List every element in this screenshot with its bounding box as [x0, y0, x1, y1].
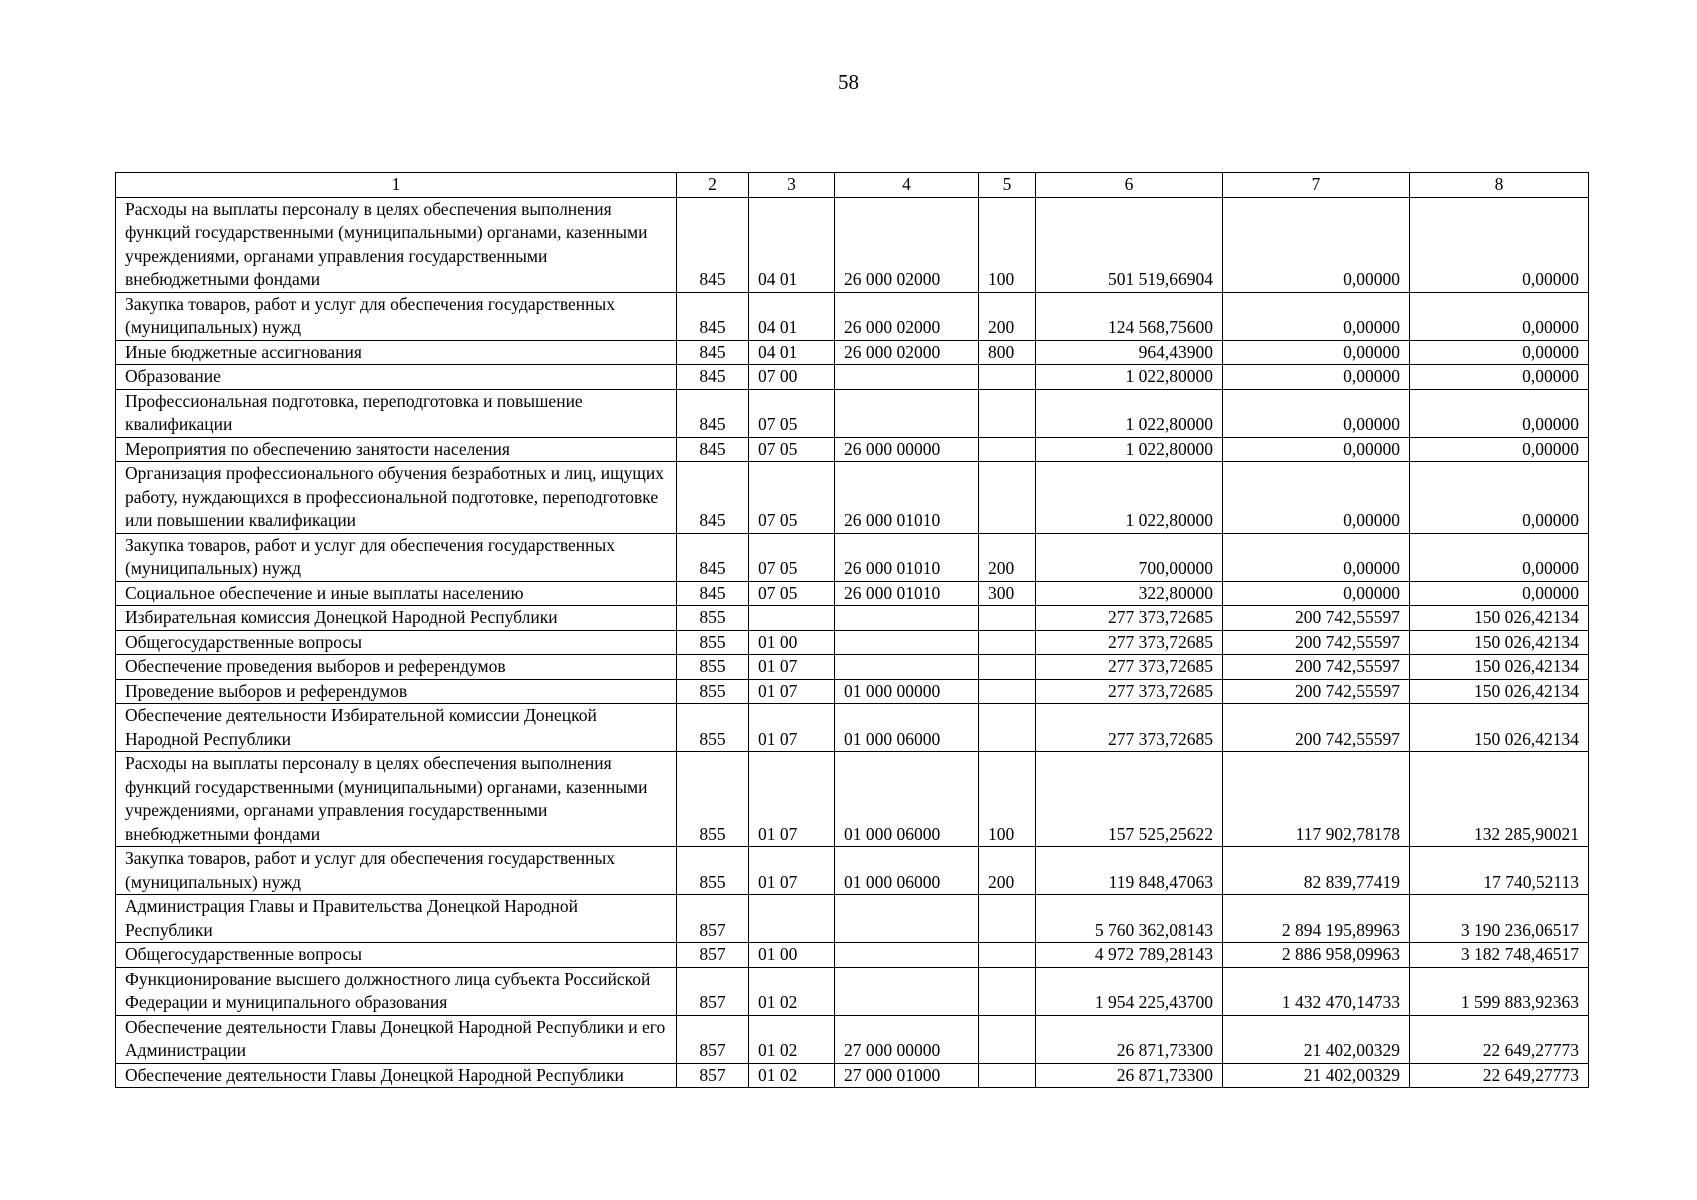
row-amount-8: 150 026,42134: [1410, 704, 1589, 752]
row-amount-6: 124 568,75600: [1036, 292, 1223, 340]
row-type: 800: [979, 340, 1036, 365]
row-section: 01 00: [749, 630, 835, 655]
row-amount-7: 0,00000: [1223, 389, 1410, 437]
row-target: [835, 630, 979, 655]
row-type: [979, 967, 1036, 1015]
row-code: 845: [677, 197, 749, 292]
row-amount-8: 1 599 883,92363: [1410, 967, 1589, 1015]
row-section: 07 00: [749, 365, 835, 390]
table-row: [116, 292, 1589, 340]
row-type: [979, 606, 1036, 631]
table-row: [116, 655, 1589, 680]
table-body: [116, 197, 1589, 1088]
row-name: Обеспечение деятельности Главы Донецкой Народной Республики и его Администрации: [116, 1015, 677, 1063]
table-row: [116, 462, 1589, 534]
row-section: 07 05: [749, 533, 835, 581]
row-name: Образование: [116, 365, 677, 390]
table-row: [116, 533, 1589, 581]
row-target: 26 000 01010: [835, 581, 979, 606]
row-amount-8: 0,00000: [1410, 197, 1589, 292]
row-type: 300: [979, 581, 1036, 606]
table-row: [116, 197, 1589, 292]
row-amount-8: 17 740,52113: [1410, 847, 1589, 895]
row-amount-6: 1 022,80000: [1036, 389, 1223, 437]
row-amount-6: 277 373,72685: [1036, 679, 1223, 704]
table-header: [116, 173, 1589, 198]
row-amount-6: 700,00000: [1036, 533, 1223, 581]
header-cell-3: 3: [749, 173, 835, 198]
row-section: 07 05: [749, 389, 835, 437]
row-target: 26 000 00000: [835, 437, 979, 462]
table-row: [116, 895, 1589, 943]
row-amount-8: 0,00000: [1410, 581, 1589, 606]
row-section: 01 07: [749, 847, 835, 895]
row-amount-6: 277 373,72685: [1036, 630, 1223, 655]
table-row: [116, 1063, 1589, 1088]
header-row: [116, 173, 1589, 198]
row-target: 26 000 02000: [835, 340, 979, 365]
table-row: [116, 340, 1589, 365]
row-amount-7: 200 742,55597: [1223, 630, 1410, 655]
row-amount-7: 82 839,77419: [1223, 847, 1410, 895]
row-target: 26 000 01010: [835, 462, 979, 534]
row-amount-8: 0,00000: [1410, 365, 1589, 390]
table-row: [116, 943, 1589, 968]
row-code: 845: [677, 462, 749, 534]
row-amount-7: 200 742,55597: [1223, 679, 1410, 704]
row-amount-7: 0,00000: [1223, 292, 1410, 340]
row-section: 01 02: [749, 967, 835, 1015]
row-name: Функционирование высшего должностного лица субъекта Российской Федерации и муниципального образования: [116, 967, 677, 1015]
row-amount-8: 0,00000: [1410, 340, 1589, 365]
row-code: 857: [677, 895, 749, 943]
row-name: Профессиональная подготовка, переподготовка и повышение квалификации: [116, 389, 677, 437]
row-type: [979, 679, 1036, 704]
row-target: 26 000 02000: [835, 197, 979, 292]
row-amount-6: 277 373,72685: [1036, 655, 1223, 680]
row-amount-8: 0,00000: [1410, 462, 1589, 534]
row-name: Обеспечение проведения выборов и референдумов: [116, 655, 677, 680]
row-section: 01 07: [749, 704, 835, 752]
row-type: [979, 462, 1036, 534]
row-name: Избирательная комиссия Донецкой Народной Республики: [116, 606, 677, 631]
row-target: [835, 895, 979, 943]
row-code: 857: [677, 1015, 749, 1063]
row-type: 100: [979, 752, 1036, 847]
row-target: [835, 389, 979, 437]
row-amount-8: 0,00000: [1410, 437, 1589, 462]
row-name: Расходы на выплаты персоналу в целях обеспечения выполнения функций государственными (муниципальными) органами, казенными учреждениями, органами управления государственными внебюджетными фондами: [116, 197, 677, 292]
header-cell-7: 7: [1223, 173, 1410, 198]
row-name: Администрация Главы и Правительства Донецкой Народной Республики: [116, 895, 677, 943]
row-name: Общегосударственные вопросы: [116, 630, 677, 655]
row-section: 04 01: [749, 340, 835, 365]
row-name: Закупка товаров, работ и услуг для обеспечения государственных (муниципальных) нужд: [116, 533, 677, 581]
row-name: Закупка товаров, работ и услуг для обеспечения государственных (муниципальных) нужд: [116, 292, 677, 340]
row-code: 845: [677, 389, 749, 437]
row-type: [979, 1063, 1036, 1088]
row-target: 27 000 00000: [835, 1015, 979, 1063]
table-row: [116, 847, 1589, 895]
row-amount-8: 3 190 236,06517: [1410, 895, 1589, 943]
row-code: 845: [677, 340, 749, 365]
table-row: [116, 389, 1589, 437]
table-row: [116, 630, 1589, 655]
row-amount-8: 22 649,27773: [1410, 1015, 1589, 1063]
row-target: 01 000 00000: [835, 679, 979, 704]
row-target: 26 000 01010: [835, 533, 979, 581]
row-amount-8: 132 285,90021: [1410, 752, 1589, 847]
row-amount-7: 0,00000: [1223, 197, 1410, 292]
row-amount-7: 0,00000: [1223, 437, 1410, 462]
row-code: 855: [677, 606, 749, 631]
row-section: 07 05: [749, 437, 835, 462]
row-type: [979, 655, 1036, 680]
table-row: [116, 967, 1589, 1015]
row-section: [749, 895, 835, 943]
row-name: Обеспечение деятельности Избирательной комиссии Донецкой Народной Республики: [116, 704, 677, 752]
row-amount-6: 1 022,80000: [1036, 462, 1223, 534]
row-type: [979, 943, 1036, 968]
row-code: 855: [677, 630, 749, 655]
row-amount-7: 0,00000: [1223, 462, 1410, 534]
row-type: 200: [979, 533, 1036, 581]
row-amount-7: 200 742,55597: [1223, 655, 1410, 680]
row-type: 100: [979, 197, 1036, 292]
header-cell-2: 2: [677, 173, 749, 198]
row-section: 01 07: [749, 655, 835, 680]
header-cell-6: 6: [1036, 173, 1223, 198]
row-name: Мероприятия по обеспечению занятости населения: [116, 437, 677, 462]
row-amount-6: 4 972 789,28143: [1036, 943, 1223, 968]
row-section: 01 00: [749, 943, 835, 968]
row-amount-6: 5 760 362,08143: [1036, 895, 1223, 943]
row-amount-8: 0,00000: [1410, 292, 1589, 340]
row-amount-6: 1 954 225,43700: [1036, 967, 1223, 1015]
row-code: 845: [677, 437, 749, 462]
row-code: 857: [677, 967, 749, 1015]
row-section: [749, 606, 835, 631]
row-code: 845: [677, 292, 749, 340]
row-target: 27 000 01000: [835, 1063, 979, 1088]
row-type: 200: [979, 292, 1036, 340]
row-name: Расходы на выплаты персоналу в целях обеспечения выполнения функций государственными (муниципальными) органами, казенными учреждениями, органами управления государственными внебюджетными фондами: [116, 752, 677, 847]
row-type: [979, 630, 1036, 655]
row-amount-8: 150 026,42134: [1410, 655, 1589, 680]
row-amount-7: 0,00000: [1223, 365, 1410, 390]
row-type: 200: [979, 847, 1036, 895]
row-amount-7: 200 742,55597: [1223, 606, 1410, 631]
table-row: [116, 606, 1589, 631]
table-row: [116, 365, 1589, 390]
row-amount-8: 0,00000: [1410, 533, 1589, 581]
header-cell-1: 1: [116, 173, 677, 198]
row-amount-8: 3 182 748,46517: [1410, 943, 1589, 968]
row-section: 01 07: [749, 752, 835, 847]
row-type: [979, 389, 1036, 437]
row-type: [979, 365, 1036, 390]
row-section: 04 01: [749, 292, 835, 340]
row-amount-6: 501 519,66904: [1036, 197, 1223, 292]
row-amount-8: 22 649,27773: [1410, 1063, 1589, 1088]
row-code: 855: [677, 704, 749, 752]
row-amount-7: 21 402,00329: [1223, 1063, 1410, 1088]
header-cell-8: 8: [1410, 173, 1589, 198]
row-target: [835, 967, 979, 1015]
row-amount-7: 2 886 958,09963: [1223, 943, 1410, 968]
row-amount-8: 150 026,42134: [1410, 630, 1589, 655]
row-amount-6: 277 373,72685: [1036, 704, 1223, 752]
row-amount-8: 0,00000: [1410, 389, 1589, 437]
row-target: [835, 655, 979, 680]
page-number: 58: [838, 70, 859, 94]
row-name: Организация профессионального обучения безработных и лиц, ищущих работу, нуждающихся в профессиональной подготовке, переподготовке или повышении квалификации: [116, 462, 677, 534]
row-target: 01 000 06000: [835, 704, 979, 752]
row-type: [979, 704, 1036, 752]
header-cell-5: 5: [979, 173, 1036, 198]
row-amount-6: 964,43900: [1036, 340, 1223, 365]
table-row: [116, 1015, 1589, 1063]
row-code: 855: [677, 679, 749, 704]
table-row: [116, 679, 1589, 704]
row-target: 01 000 06000: [835, 847, 979, 895]
row-name: Обеспечение деятельности Главы Донецкой Народной Республики: [116, 1063, 677, 1088]
table-row: [116, 704, 1589, 752]
row-amount-7: 0,00000: [1223, 581, 1410, 606]
row-section: 01 02: [749, 1015, 835, 1063]
header-cell-4: 4: [835, 173, 979, 198]
row-amount-6: 26 871,73300: [1036, 1015, 1223, 1063]
row-section: 04 01: [749, 197, 835, 292]
row-amount-7: 117 902,78178: [1223, 752, 1410, 847]
row-amount-7: 0,00000: [1223, 340, 1410, 365]
row-name: Иные бюджетные ассигнования: [116, 340, 677, 365]
row-target: [835, 365, 979, 390]
row-amount-7: 21 402,00329: [1223, 1015, 1410, 1063]
row-amount-6: 119 848,47063: [1036, 847, 1223, 895]
row-amount-8: 150 026,42134: [1410, 679, 1589, 704]
row-section: 07 05: [749, 462, 835, 534]
row-target: 01 000 06000: [835, 752, 979, 847]
row-code: 855: [677, 655, 749, 680]
row-amount-8: 150 026,42134: [1410, 606, 1589, 631]
table-row: [116, 752, 1589, 847]
row-name: Общегосударственные вопросы: [116, 943, 677, 968]
table-row: [116, 581, 1589, 606]
row-amount-7: 2 894 195,89963: [1223, 895, 1410, 943]
row-amount-7: 0,00000: [1223, 533, 1410, 581]
row-type: [979, 1015, 1036, 1063]
row-target: 26 000 02000: [835, 292, 979, 340]
row-amount-6: 1 022,80000: [1036, 437, 1223, 462]
row-amount-6: 1 022,80000: [1036, 365, 1223, 390]
row-section: 07 05: [749, 581, 835, 606]
row-amount-6: 26 871,73300: [1036, 1063, 1223, 1088]
table-row: [116, 437, 1589, 462]
row-code: 845: [677, 581, 749, 606]
row-name: Закупка товаров, работ и услуг для обеспечения государственных (муниципальных) нужд: [116, 847, 677, 895]
row-code: 845: [677, 365, 749, 390]
row-code: 845: [677, 533, 749, 581]
row-amount-7: 200 742,55597: [1223, 704, 1410, 752]
row-name: Социальное обеспечение и иные выплаты населению: [116, 581, 677, 606]
row-type: [979, 895, 1036, 943]
row-section: 01 02: [749, 1063, 835, 1088]
row-code: 855: [677, 847, 749, 895]
row-name: Проведение выборов и референдумов: [116, 679, 677, 704]
row-target: [835, 943, 979, 968]
budget-table: [115, 172, 1589, 1088]
row-code: 855: [677, 752, 749, 847]
row-section: 01 07: [749, 679, 835, 704]
row-amount-6: 322,80000: [1036, 581, 1223, 606]
row-amount-7: 1 432 470,14733: [1223, 967, 1410, 1015]
row-target: [835, 606, 979, 631]
row-amount-6: 157 525,25622: [1036, 752, 1223, 847]
row-code: 857: [677, 943, 749, 968]
row-type: [979, 437, 1036, 462]
row-code: 857: [677, 1063, 749, 1088]
row-amount-6: 277 373,72685: [1036, 606, 1223, 631]
